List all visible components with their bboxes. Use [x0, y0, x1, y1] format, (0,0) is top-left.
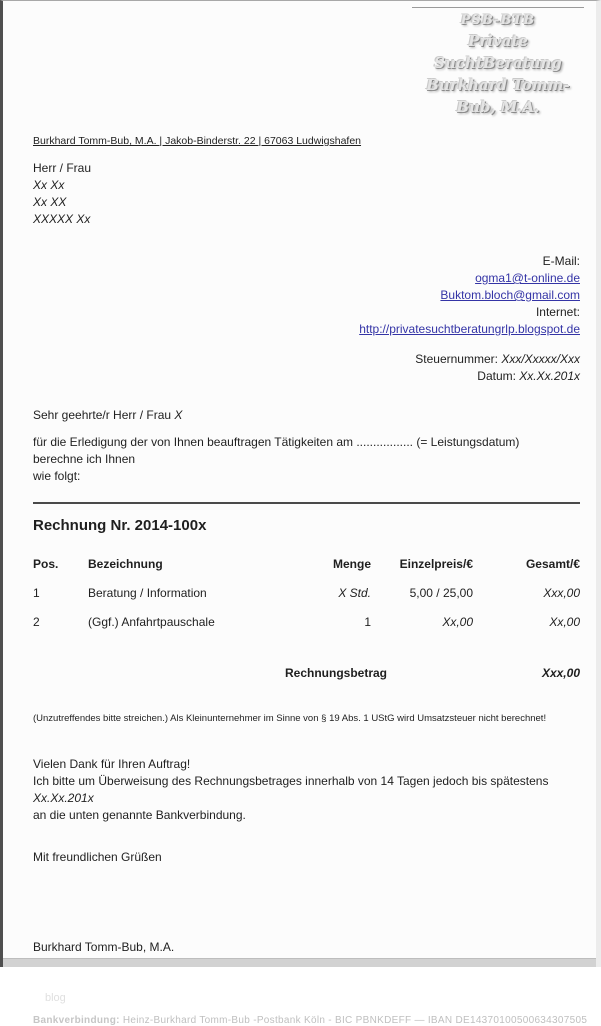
legal-note: (Unzutreffendes bitte streichen.) Als Kleinunternehmer im Sinne von § 19 Abs. 1 UStG wird Umsatzsteuer nicht berechnet! [33, 713, 547, 724]
bank-label: Bankverbindung: [33, 1015, 120, 1026]
email-link-primary[interactable]: ogma1@t-online.de [475, 271, 580, 285]
date-value: Xx.Xx.201x [519, 369, 580, 383]
recipient-address-block [33, 160, 596, 228]
intro-paragraph: für die Erledigung der von Ihnen beauftragen Tätigkeiten am ................. (= Leistungsdatum) berechne ich Ihnen wie folgt: [33, 435, 520, 483]
row-qty: X Std. [338, 585, 371, 600]
row-unit-price: Xx,00 [442, 614, 473, 629]
row-pos: 2 [33, 614, 40, 629]
column-header-total: Gesamt/€ [525, 556, 580, 571]
closing-paragraph: Vielen Dank für Ihren Auftrag! Ich bitte um Überweisung des Rechnungsbetrages innerhalb von 14 Tagen jedoch bis spätestens Xx.Xx.201x an die unten genannte Bankverbindung. [33, 757, 549, 822]
date-line: Datum: Xx.Xx.201x [477, 369, 580, 383]
recipient-street: Xx XX [33, 195, 67, 209]
table-row [33, 607, 580, 636]
email-link-secondary[interactable]: Buktom.bloch@gmail.com [440, 288, 580, 302]
tax-number-value: Xxx/Xxxxx/Xxx [501, 352, 580, 366]
invoice-total-value: Xxx,00 [541, 666, 580, 680]
invoice-total-row [33, 666, 580, 680]
table-row [33, 578, 580, 607]
invoice-number-title: Rechnung Nr. 2014-100x [33, 517, 207, 534]
column-header-unit-price: Einzelpreis/€ [399, 556, 473, 571]
website-link[interactable]: http://privatesuchtberatungrlp.blogspot.de [359, 322, 580, 336]
sender-address-line: Burkhard Tomm-Bub, M.A. | Jakob-Binderstr. 22 | 67063 Ludwigshafen [33, 135, 362, 147]
salutation-placeholder: X [174, 408, 183, 422]
recipient-salutation: Herr / Frau [33, 161, 92, 175]
contact-block [3, 253, 580, 385]
recipient-name: Xx Xx [33, 178, 65, 192]
letter-salutation: Sehr geehrte/r Herr / Frau X [33, 408, 183, 422]
regards-line: Mit freundlichen Grüßen [33, 850, 162, 864]
row-pos: 1 [33, 585, 40, 600]
recipient-city: XXXXX Xx [33, 212, 91, 226]
row-description: (Ggf.) Anfahrtpauschale [88, 614, 215, 629]
brand-header [412, 7, 584, 118]
table-header-row [33, 549, 580, 578]
payment-deadline-date: Xx.Xx.201x [33, 791, 94, 805]
page-bottom-edge [3, 958, 596, 967]
bank-details-footer [33, 1015, 596, 1026]
faint-blog-text: blog [45, 992, 66, 1004]
tax-number-line: Steuernummer: Xxx/Xxxxx/Xxx [415, 352, 580, 366]
brand-acronym: PSB-BTB [460, 13, 536, 28]
bank-details-text: Heinz-Burkhard Tomm-Bub -Postbank Köln - BIC PBNKDEFF — IBAN DE14370100500634307505 [119, 1015, 588, 1026]
thanks-line: Vielen Dank für Ihren Auftrag! [33, 757, 191, 771]
signature-name: Burkhard Tomm-Bub, M.A. [33, 940, 175, 954]
row-total: Xx,00 [549, 614, 580, 629]
column-header-qty: Menge [332, 556, 371, 571]
column-header-pos: Pos. [33, 556, 59, 571]
section-divider [33, 502, 580, 504]
brand-owner-name: Burkhard Tomm-Bub, M.A. [426, 76, 570, 116]
invoice-table [33, 549, 580, 636]
row-qty: 1 [364, 614, 371, 629]
internet-label: Internet: [535, 305, 580, 319]
row-total: Xxx,00 [543, 585, 580, 600]
row-unit-price: 5,00 / 25,00 [409, 585, 473, 600]
invoice-total-label: Rechnungsbetrag [284, 666, 387, 680]
column-header-description: Bezeichnung [88, 556, 163, 571]
brand-company-name: Private SuchtBeratung [434, 32, 562, 72]
email-label: E-Mail: [542, 254, 580, 268]
row-description: Beratung / Information [88, 585, 207, 600]
